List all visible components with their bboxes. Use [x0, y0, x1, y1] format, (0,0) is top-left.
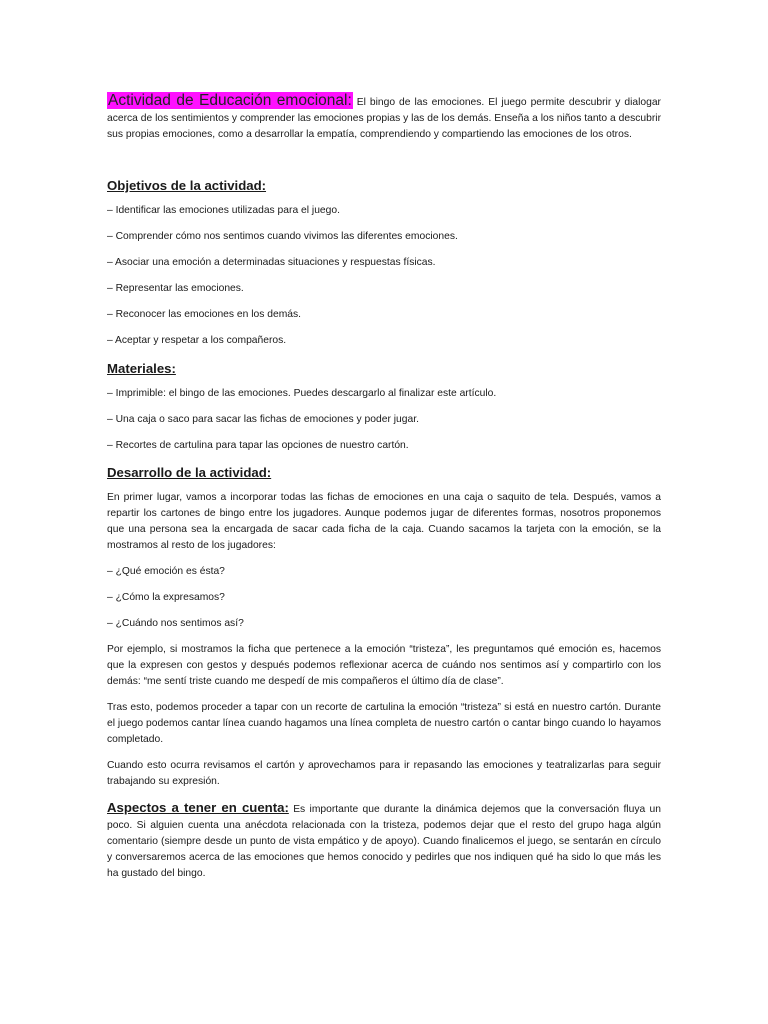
question-item: – ¿Qué emoción es ésta?: [107, 566, 225, 577]
document-title: Actividad de Educación emocional:: [108, 92, 352, 109]
desarrollo-paragraph: Cuando esto ocurra revisamos el cartón y aprovechamos para ir repasando las emociones y teatralizarlas para seguir trabajando su expresión.: [107, 760, 661, 787]
objetivo-item: – Reconocer las emociones en los demás.: [107, 309, 302, 320]
materiales-heading: Materiales:: [107, 361, 176, 376]
aspectos-paragraph: [107, 800, 661, 882]
desarrollo-paragraph: Por ejemplo, si mostramos la ficha que pertenece a la emoción “tristeza”, les preguntamos qué emoción es, hacemos que la expresen con gestos y después podemos reflexionar acerca de cuándo nos sentimos así y compartirlo con los demás: “me sentí triste cuando me despedí de mis compañeros el último día de clase”.: [107, 644, 661, 687]
aspectos-text: Es importante que durante la dinámica dejemos que la conversación fluya un poco. Si alguien cuenta una anécdota relacionada con la tristeza, podemos dejar que el resto del grupo haga algún comentario (siempre desde un punto de vista empático y de apoyo). Cuando finalicemos el juego, se sentarán en círculo y conversaremos acerca de las emociones que hemos conocido y pedirles que nos indiquen qué ha sido lo que más les ha gustado del bingo.: [107, 804, 661, 879]
desarrollo-heading: Desarrollo de la actividad:: [107, 465, 272, 480]
objetivo-item: – Aceptar y respetar a los compañeros.: [107, 335, 287, 346]
material-item: – Una caja o saco para sacar las fichas de emociones y poder jugar.: [107, 414, 419, 425]
question-item: – ¿Cómo la expresamos?: [107, 592, 225, 603]
question-item: – ¿Cuándo nos sentimos así?: [107, 618, 244, 629]
objetivos-heading: Objetivos de la actividad:: [107, 178, 267, 193]
desarrollo-paragraph: En primer lugar, vamos a incorporar todas las fichas de emociones en una caja o saquito de tela. Después, vamos a repartir los cartones de bingo entre los jugadores. Aunque podemos jugar de diferentes formas, nosotros proponemos que una persona sea la encargada de sacar cada ficha de la caja. Cuando sacamos la tarjeta con la emoción, se la mostramos al resto de los jugadores:: [107, 492, 661, 551]
aspectos-heading: Aspectos a tener en cuenta:: [107, 800, 289, 815]
objetivo-item: – Comprender cómo nos sentimos cuando vivimos las diferentes emociones.: [107, 231, 458, 242]
objetivo-item: – Asociar una emoción a determinadas situaciones y respuestas físicas.: [107, 257, 436, 268]
intro-text: El bingo de las emociones. El juego permite descubrir y dialogar acerca de los sentimientos y comprender las emociones propias y las de los demás. Enseña a los niños tanto a descubrir sus propias emociones, como a desarrollar la empatía, comprendiendo y compartiendo las emociones de los otros.: [107, 97, 661, 140]
material-item: – Recortes de cartulina para tapar las opciones de nuestro cartón.: [107, 440, 409, 451]
intro-paragraph: [107, 92, 661, 143]
objetivo-item: – Identificar las emociones utilizadas para el juego.: [107, 205, 340, 216]
objetivo-item: – Representar las emociones.: [107, 283, 244, 294]
desarrollo-paragraph: Tras esto, podemos proceder a tapar con un recorte de cartulina la emoción “tristeza” si está en nuestro cartón. Durante el juego podemos cantar línea cuando hagamos una línea completa de nuestro cartón o cantar bingo cuando lo hayamos completado.: [107, 702, 661, 745]
material-item: – Imprimible: el bingo de las emociones. Puedes descargarlo al finalizar este artículo.: [107, 388, 497, 399]
